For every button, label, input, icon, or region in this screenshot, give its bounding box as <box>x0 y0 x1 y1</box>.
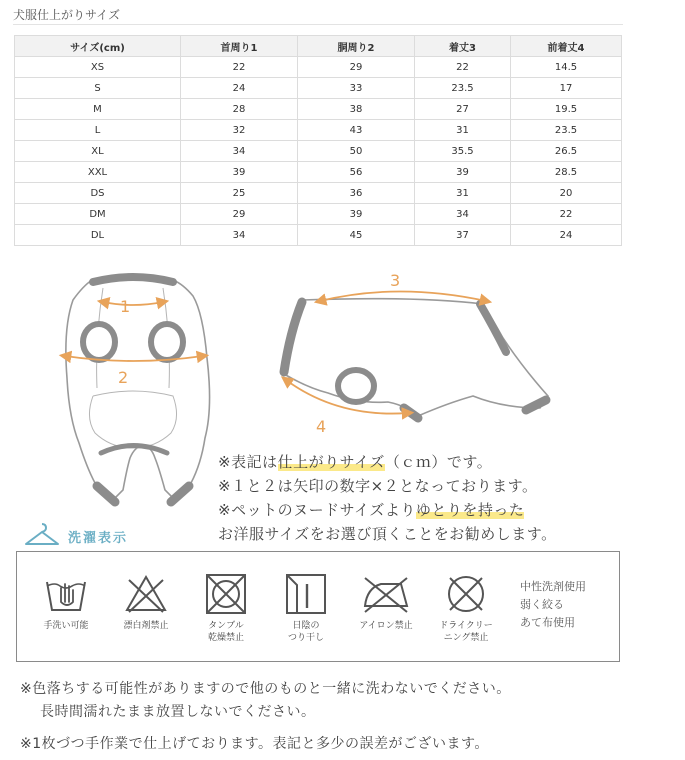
side-label-4: 4 <box>316 417 327 436</box>
care-label-hand-wash: 手洗い可能 <box>43 621 89 631</box>
table-cell: 32 <box>181 120 298 141</box>
care-side-note: 弱く絞る <box>520 598 564 611</box>
front-garment-outline <box>66 280 210 500</box>
table-cell: DL <box>15 225 181 246</box>
table-cell: 45 <box>298 225 415 246</box>
table-cell: 14.5 <box>511 57 622 78</box>
front-label-2: 2 <box>118 368 129 387</box>
front-label-1: 1 <box>120 297 131 316</box>
care-side-notes <box>520 578 586 632</box>
table-cell: 22 <box>415 57 511 78</box>
header-length: 着丈3 <box>415 36 511 57</box>
table-cell: 50 <box>298 141 415 162</box>
table-cell: 28 <box>181 99 298 120</box>
table-row <box>15 120 622 141</box>
care-label-box <box>16 551 620 662</box>
table-row <box>15 99 622 120</box>
table-cell: L <box>15 120 181 141</box>
table-cell: 27 <box>415 99 511 120</box>
care-label-shade-dry: 日陰の つり干し <box>287 621 324 643</box>
side-leg-hole <box>338 370 374 402</box>
front-inner-panel <box>89 391 176 448</box>
note-line-4: お洋服サイズをお選び頂くことをお勧めします。 <box>218 525 557 543</box>
table-cell: 19.5 <box>511 99 622 120</box>
table-cell: 34 <box>181 141 298 162</box>
table-cell: DS <box>15 183 181 204</box>
table-cell: 35.5 <box>415 141 511 162</box>
table-cell: 34 <box>181 225 298 246</box>
care-label-no-dry-clean: ドライクリー ニング禁止 <box>439 621 493 643</box>
table-cell: 56 <box>298 162 415 183</box>
header-chest: 胴周り2 <box>298 36 415 57</box>
size-table-header-row <box>15 36 622 57</box>
table-cell: 20 <box>511 183 622 204</box>
care-label-no-tumble-dry: タンブル 乾燥禁止 <box>207 621 244 643</box>
table-cell: 17 <box>511 78 622 99</box>
care-item-hand-wash <box>31 572 101 632</box>
care-item-no-tumble-dry <box>191 572 261 644</box>
table-row <box>15 183 622 204</box>
table-cell: 39 <box>298 204 415 225</box>
no-tumble-dry-icon <box>203 572 249 616</box>
highlight-loose-fit: ゆとりを持った <box>415 501 525 519</box>
table-row <box>15 141 622 162</box>
table-cell: 33 <box>298 78 415 99</box>
care-label-no-bleach: 漂白剤禁止 <box>123 621 169 631</box>
table-cell: 25 <box>181 183 298 204</box>
table-cell: 24 <box>181 78 298 99</box>
hanger-icon <box>22 520 62 548</box>
note-line-1: ※表記は仕上がりサイズ（ｃｍ）です。 <box>218 453 493 471</box>
size-table-body <box>15 57 622 246</box>
care-item-shade-dry <box>271 572 341 644</box>
table-cell: S <box>15 78 181 99</box>
footer-line-3: ※1枚づつ手作業で仕上げております。表記と多少の誤差がございます。 <box>20 736 489 752</box>
table-cell: 36 <box>298 183 415 204</box>
no-iron-icon <box>361 572 411 616</box>
table-cell: 37 <box>415 225 511 246</box>
no-bleach-icon <box>123 572 169 616</box>
table-cell: DM <box>15 204 181 225</box>
table-cell: 39 <box>181 162 298 183</box>
footer-line-2: 長時間濡れたまま放置しないでください。 <box>40 704 316 720</box>
table-cell: XS <box>15 57 181 78</box>
table-cell: M <box>15 99 181 120</box>
highlight-finished-size: 仕上がりサイズ <box>277 453 385 471</box>
front-view-diagram <box>55 268 215 518</box>
care-item-no-iron <box>351 572 421 632</box>
front-leg-hole-left <box>83 324 115 360</box>
table-cell: 38 <box>298 99 415 120</box>
table-cell: XXL <box>15 162 181 183</box>
header-size: サイズ(cm) <box>15 36 181 57</box>
footer-line-1: ※色落ちする可能性がありますので他のものと一緒に洗わないでください。 <box>20 681 511 697</box>
header-neck: 首周り1 <box>181 36 298 57</box>
side-view-diagram <box>268 268 558 443</box>
care-item-no-bleach <box>111 572 181 632</box>
table-cell: 26.5 <box>511 141 622 162</box>
table-cell: 31 <box>415 120 511 141</box>
table-cell: 29 <box>181 204 298 225</box>
note-line-2: ※１と２は矢印の数字×２となっております。 <box>218 477 538 495</box>
side-garment-outline <box>284 299 548 416</box>
note-line-3: ※ペットのヌードサイズよりゆとりを持った <box>218 501 525 519</box>
no-dry-clean-icon <box>443 572 489 616</box>
care-label-no-iron: アイロン禁止 <box>359 621 413 631</box>
table-cell: 22 <box>181 57 298 78</box>
care-side-note: 中性洗剤使用 <box>520 580 586 593</box>
table-cell: XL <box>15 141 181 162</box>
care-side-note: あて布使用 <box>520 616 575 629</box>
front-leg-hole-right <box>151 324 183 360</box>
size-table <box>14 35 622 246</box>
table-row <box>15 162 622 183</box>
table-cell: 24 <box>511 225 622 246</box>
shade-dry-icon <box>283 572 329 616</box>
care-item-no-dry-clean <box>431 572 501 644</box>
care-title: 洗濯表示 <box>68 531 129 546</box>
table-cell: 23.5 <box>415 78 511 99</box>
table-row <box>15 78 622 99</box>
table-row <box>15 225 622 246</box>
table-cell: 39 <box>415 162 511 183</box>
table-cell: 43 <box>298 120 415 141</box>
table-cell: 28.5 <box>511 162 622 183</box>
table-cell: 31 <box>415 183 511 204</box>
table-row <box>15 204 622 225</box>
table-cell: 34 <box>415 204 511 225</box>
side-label-3: 3 <box>390 271 401 290</box>
hand-wash-icon <box>43 572 89 616</box>
title-divider <box>13 24 623 25</box>
table-cell: 22 <box>511 204 622 225</box>
header-front-length: 前着丈4 <box>511 36 622 57</box>
table-row <box>15 57 622 78</box>
table-cell: 23.5 <box>511 120 622 141</box>
page-title: 犬服仕上がりサイズ <box>13 8 121 22</box>
table-cell: 29 <box>298 57 415 78</box>
